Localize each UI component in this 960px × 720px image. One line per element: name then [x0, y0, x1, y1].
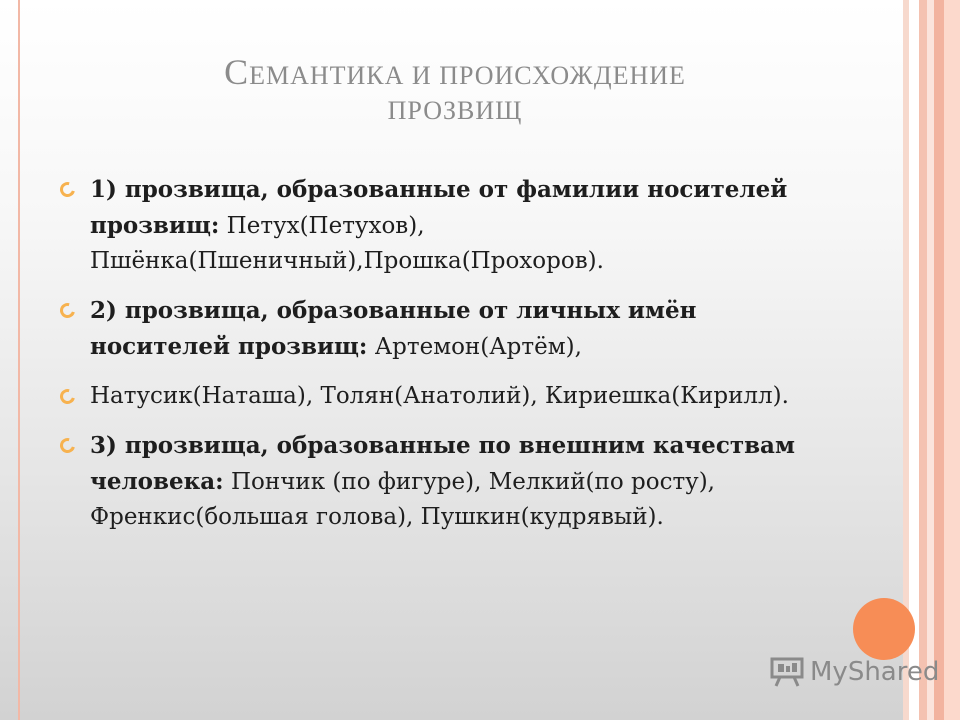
- bullet-icon: [57, 300, 77, 320]
- item-text: Петух(Петухов), Пшёнка(Пшеничный),Прошка(Прохоров).: [90, 213, 604, 274]
- left-border-line: [18, 0, 20, 720]
- bullet-icon: [57, 179, 77, 199]
- list-item: [60, 379, 820, 414]
- decor-stripe: [934, 0, 944, 720]
- presentation-board-icon: [770, 657, 804, 687]
- decor-stripe: [927, 0, 934, 720]
- watermark: [770, 656, 939, 688]
- title-line-2: ПРОЗВИЩ: [387, 96, 523, 125]
- decor-stripe: [919, 0, 927, 720]
- list-item: [60, 428, 820, 535]
- item-text: Пончик (по фигуре), Мелкий(по росту), Френкис(большая голова), Пушкин(кудрявый).: [90, 469, 715, 530]
- item-heading: 3) прозвища, образованные по внешним качествам человека:: [90, 432, 795, 495]
- bullet-list: [60, 172, 820, 549]
- list-item: [60, 293, 820, 365]
- orange-circle-decoration: [853, 598, 915, 660]
- slide-title: [95, 50, 815, 128]
- item-text: Натусик(Наташа), Толян(Анатолий), Кириешка(Кирилл).: [90, 383, 789, 409]
- title-line-1: ЕМАНТИКА И ПРОИСХОЖДЕНИЕ: [249, 61, 686, 90]
- title-capital-letter: С: [224, 52, 250, 92]
- decor-stripe: [944, 0, 960, 720]
- item-text: Артемон(Артём),: [367, 334, 582, 360]
- bullet-icon: [57, 435, 77, 455]
- watermark-text: MyShared: [810, 657, 940, 687]
- list-item: [60, 172, 820, 279]
- item-heading: 1) прозвища, образованные от фамилии носителей прозвищ:: [90, 176, 788, 239]
- item-heading: 2) прозвища, образованные от личных имён носителей прозвищ:: [90, 297, 697, 360]
- bullet-icon: [57, 386, 77, 406]
